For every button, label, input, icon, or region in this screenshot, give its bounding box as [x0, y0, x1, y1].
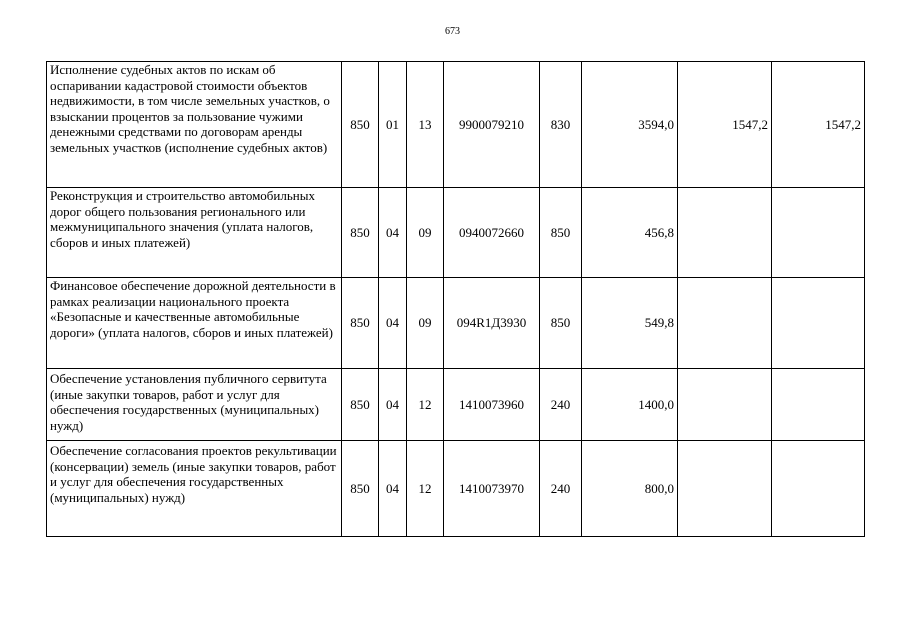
subsection-code: 13	[407, 62, 444, 188]
ministry-code: 850	[342, 441, 379, 537]
expense-type-code: 850	[540, 188, 582, 278]
amount-year-1: 3594,0	[582, 62, 678, 188]
amount-year-3	[772, 369, 865, 441]
amount-year-2	[678, 441, 772, 537]
table-row	[47, 369, 865, 441]
table-row	[47, 62, 865, 188]
section-code: 01	[379, 62, 407, 188]
subsection-code: 09	[407, 188, 444, 278]
amount-year-2	[678, 369, 772, 441]
amount-year-3	[772, 278, 865, 369]
expense-name: Финансовое обеспечение дорожной деятельности в рамках реализации национального проекта «Безопасные и качественные автомобильные дороги» (уплата налогов, сборов и иных платежей)	[47, 278, 342, 369]
amount-year-3: 1547,2	[772, 62, 865, 188]
amount-year-3	[772, 188, 865, 278]
ministry-code: 850	[342, 62, 379, 188]
page-number: 673	[445, 26, 460, 37]
amount-year-1: 549,8	[582, 278, 678, 369]
section-code: 04	[379, 188, 407, 278]
expense-type-code: 240	[540, 369, 582, 441]
amount-year-1: 456,8	[582, 188, 678, 278]
target-article-code: 1410073970	[444, 441, 540, 537]
target-article-code: 0940072660	[444, 188, 540, 278]
section-code: 04	[379, 278, 407, 369]
amount-year-1: 1400,0	[582, 369, 678, 441]
subsection-code: 09	[407, 278, 444, 369]
amount-year-2: 1547,2	[678, 62, 772, 188]
section-code: 04	[379, 441, 407, 537]
table-row	[47, 441, 865, 537]
expense-name: Реконструкция и строительство автомобильных дорог общего пользования регионального или межмуниципального значения (уплата налогов, сборов и иных платежей)	[47, 188, 342, 278]
expense-name: Исполнение судебных актов по искам об оспаривании кадастровой стоимости объектов недвижимости, в том числе земельных участков, о взыскании процентов за пользование чужими денежными средствами по договорам аренды земельных участков (исполнение судебных актов)	[47, 62, 342, 188]
ministry-code: 850	[342, 188, 379, 278]
amount-year-1: 800,0	[582, 441, 678, 537]
target-article-code: 9900079210	[444, 62, 540, 188]
amount-year-2	[678, 278, 772, 369]
expense-type-code: 850	[540, 278, 582, 369]
subsection-code: 12	[407, 369, 444, 441]
subsection-code: 12	[407, 441, 444, 537]
target-article-code: 1410073960	[444, 369, 540, 441]
ministry-code: 850	[342, 369, 379, 441]
table-row	[47, 188, 865, 278]
amount-year-3	[772, 441, 865, 537]
expense-type-code: 830	[540, 62, 582, 188]
budget-table	[46, 61, 865, 537]
ministry-code: 850	[342, 278, 379, 369]
amount-year-2	[678, 188, 772, 278]
expense-name: Обеспечение установления публичного сервитута (иные закупки товаров, работ и услуг для обеспечения государственных (муниципальных) нужд)	[47, 369, 342, 441]
section-code: 04	[379, 369, 407, 441]
expense-name: Обеспечение согласования проектов рекультивации (консервации) земель (иные закупки товаров, работ и услуг для обеспечения государственных (муниципальных) нужд)	[47, 441, 342, 537]
expense-type-code: 240	[540, 441, 582, 537]
table-row	[47, 278, 865, 369]
target-article-code: 094R1Д3930	[444, 278, 540, 369]
